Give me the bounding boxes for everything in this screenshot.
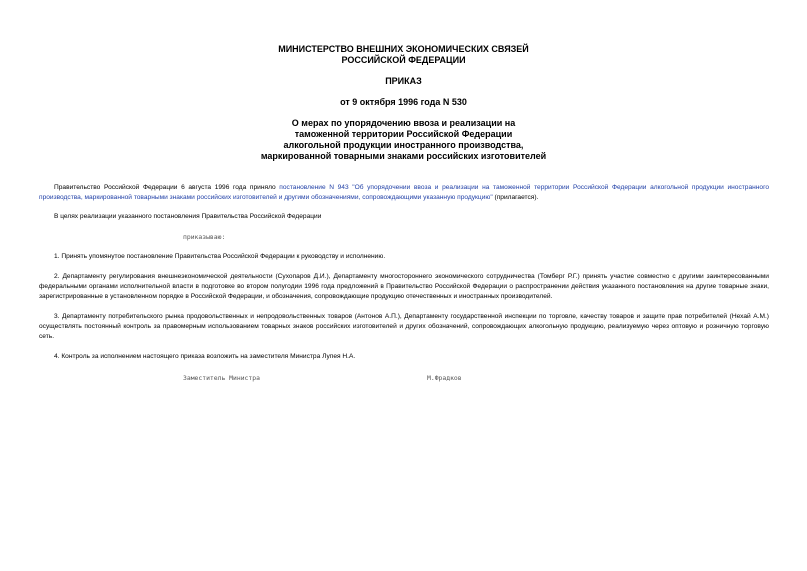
paragraph-intro xyxy=(39,183,769,203)
document-type: ПРИКАЗ xyxy=(385,76,422,86)
order-item-4: 4. Контроль за исполнением настоящего приказа возложить на заместителя Министра Лупея Н.А. xyxy=(54,353,356,360)
signatory-position: Заместитель Министра xyxy=(183,374,260,382)
document-date: от 9 октября 1996 года N 530 xyxy=(340,97,467,107)
order-word: приказываю: xyxy=(183,233,226,241)
document-title-line-3: алкогольной продукции иностранного производства, xyxy=(283,140,524,150)
document-title-line-1: О мерах по упорядочению ввоза и реализации на xyxy=(291,118,516,128)
intro-suffix: (прилагается). xyxy=(492,194,539,201)
resolution-link[interactable]: постановление N 943 "Об упорядочении ввоза и реализации на таможенной территории Российской Федерации алкогольной продукции иностранного производства, маркированной товарными знаками российских изготовителей и другими обозначениями, сопровождающими указанную продукцию" xyxy=(39,184,769,201)
intro-text: Правительство Российской Федерации 6 августа 1996 года приняло xyxy=(54,184,280,191)
paragraph-purpose: В целях реализации указанного постановления Правительства Российской Федерации xyxy=(54,213,322,220)
order-item-1: 1. Принять упомянутое постановление Правительства Российской Федерации к руководству и исполнению. xyxy=(54,253,386,260)
document-title-line-2: таможенной территории Российской Федерации xyxy=(294,129,513,139)
ministry-line-2: РОССИЙСКОЙ ФЕДЕРАЦИИ xyxy=(341,55,466,65)
ministry-line-1: МИНИСТЕРСТВО ВНЕШНИХ ЭКОНОМИЧЕСКИХ СВЯЗЕЙ xyxy=(278,44,529,54)
order-item-2: 2. Департаменту регулирования внешнеэкономической деятельности (Сухопаров Д.И.), Департаменту многостороннего экономического сотрудничества (Томберг Р.Г.) принять участие совместно с другими заинтересованными федеральными органами исполнительной власти в подготовке во втором полугодии 1996 года предложений в Правительство Российской Федерации о распространении действия указанного постановления на другие товарные знаки, зарегистрированные в установленном порядке в Российской Федерации, и обозначения, сопровождающие продукцию отечественных и иностранных производителей. xyxy=(39,273,769,300)
document-body xyxy=(39,183,769,362)
order-item-3: 3. Департаменту потребительского рынка продовольственных и непродовольственных товаров (Антонов А.П.), Департаменту государственной инспекции по торговле, качеству товаров и защите прав потребителей (Нехай А.М.) осуществлять постоянный контроль за правомерным использованием товарных знаков российских изготовителей и других обозначений, сопровождающих алкогольную продукцию, реализуемую через оптовую и розничную торговую сеть. xyxy=(39,313,769,340)
document-title-line-4: маркированной товарными знаками российских изготовителей xyxy=(260,151,547,161)
document-header xyxy=(0,44,807,162)
signatory-name: М.Фрадков xyxy=(427,374,462,382)
